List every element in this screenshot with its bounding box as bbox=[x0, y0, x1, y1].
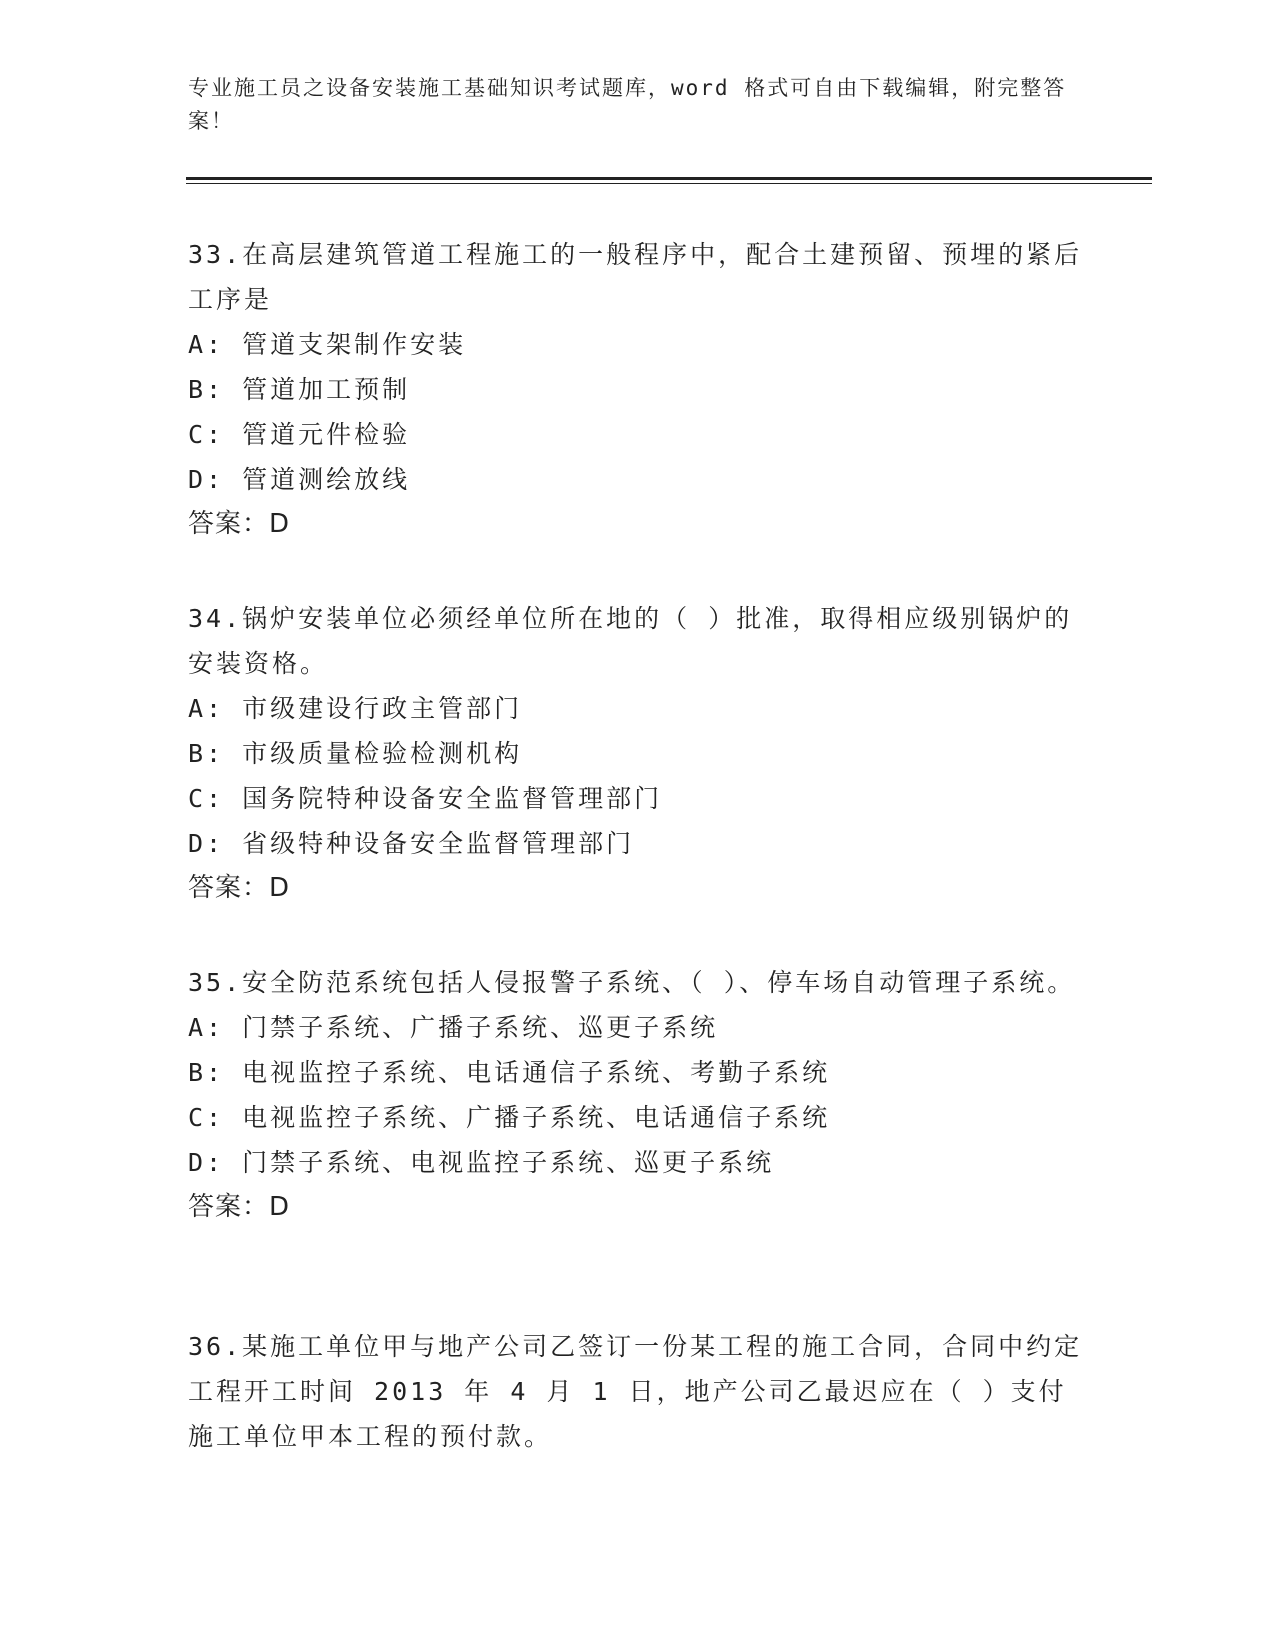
option-c bbox=[188, 776, 1088, 821]
option-letter: D: bbox=[188, 465, 225, 494]
option-text: 管道加工预制 bbox=[242, 375, 411, 404]
option-letter: B: bbox=[188, 375, 225, 404]
option-text: 省级特种设备安全监督管理部门 bbox=[242, 829, 635, 858]
answer-line: 答案：D bbox=[188, 873, 291, 903]
option-letter: C: bbox=[188, 784, 225, 813]
option-text: 电视监控子系统、电话通信子系统、考勤子系统 bbox=[242, 1058, 831, 1087]
option-text: 管道元件检验 bbox=[242, 420, 411, 449]
header-divider-thin bbox=[186, 183, 1152, 184]
option-text: 门禁子系统、广播子系统、巡更子系统 bbox=[242, 1013, 719, 1042]
option-c bbox=[188, 1095, 1088, 1140]
option-d bbox=[188, 457, 1088, 502]
option-text: 市级质量检验检测机构 bbox=[242, 739, 523, 768]
question-34 bbox=[188, 596, 1088, 911]
header-divider bbox=[186, 177, 1152, 180]
document-header: 专业施工员之设备安装施工基础知识考试题库，word 格式可自由下载编辑，附完整答案！ bbox=[188, 76, 1067, 133]
option-b bbox=[188, 367, 1088, 412]
option-letter: B: bbox=[188, 1058, 225, 1087]
option-b bbox=[188, 731, 1088, 776]
option-text: 管道测绘放线 bbox=[242, 465, 411, 494]
question-stem: 33.在高层建筑管道工程施工的一般程序中，配合土建预留、预埋的紧后工序是 bbox=[188, 240, 1083, 314]
option-letter: A: bbox=[188, 330, 225, 359]
question-stem: 36.某施工单位甲与地产公司乙签订一份某工程的施工合同，合同中约定工程开工时间 2013 年 4 月 1 日，地产公司乙最迟应在（ ）支付施工单位甲本工程的预付款。 bbox=[188, 1332, 1083, 1451]
question-stem: 34.锅炉安装单位必须经单位所在地的（ ）批准，取得相应级别锅炉的安装资格。 bbox=[188, 604, 1073, 678]
option-letter: C: bbox=[188, 420, 225, 449]
option-letter: D: bbox=[188, 1148, 225, 1177]
option-a bbox=[188, 1005, 1088, 1050]
answer-line: 答案：D bbox=[188, 509, 291, 539]
option-a bbox=[188, 322, 1088, 367]
option-text: 管道支架制作安装 bbox=[242, 330, 467, 359]
option-b bbox=[188, 1050, 1088, 1095]
option-letter: A: bbox=[188, 1013, 225, 1042]
question-stem: 35.安全防范系统包括人侵报警子系统、（ ）、停车场自动管理子系统。 bbox=[188, 968, 1076, 997]
option-d bbox=[188, 821, 1088, 866]
option-text: 国务院特种设备安全监督管理部门 bbox=[242, 784, 663, 813]
answer-line: 答案：D bbox=[188, 1192, 291, 1222]
option-text: 市级建设行政主管部门 bbox=[242, 694, 523, 723]
option-d bbox=[188, 1140, 1088, 1185]
option-a bbox=[188, 686, 1088, 731]
question-36 bbox=[188, 1324, 1088, 1459]
question-35 bbox=[188, 960, 1088, 1230]
option-letter: A: bbox=[188, 694, 225, 723]
option-letter: C: bbox=[188, 1103, 225, 1132]
option-letter: B: bbox=[188, 739, 225, 768]
option-text: 门禁子系统、电视监控子系统、巡更子系统 bbox=[242, 1148, 775, 1177]
option-c bbox=[188, 412, 1088, 457]
option-letter: D: bbox=[188, 829, 225, 858]
question-33 bbox=[188, 232, 1088, 547]
option-text: 电视监控子系统、广播子系统、电话通信子系统 bbox=[242, 1103, 831, 1132]
